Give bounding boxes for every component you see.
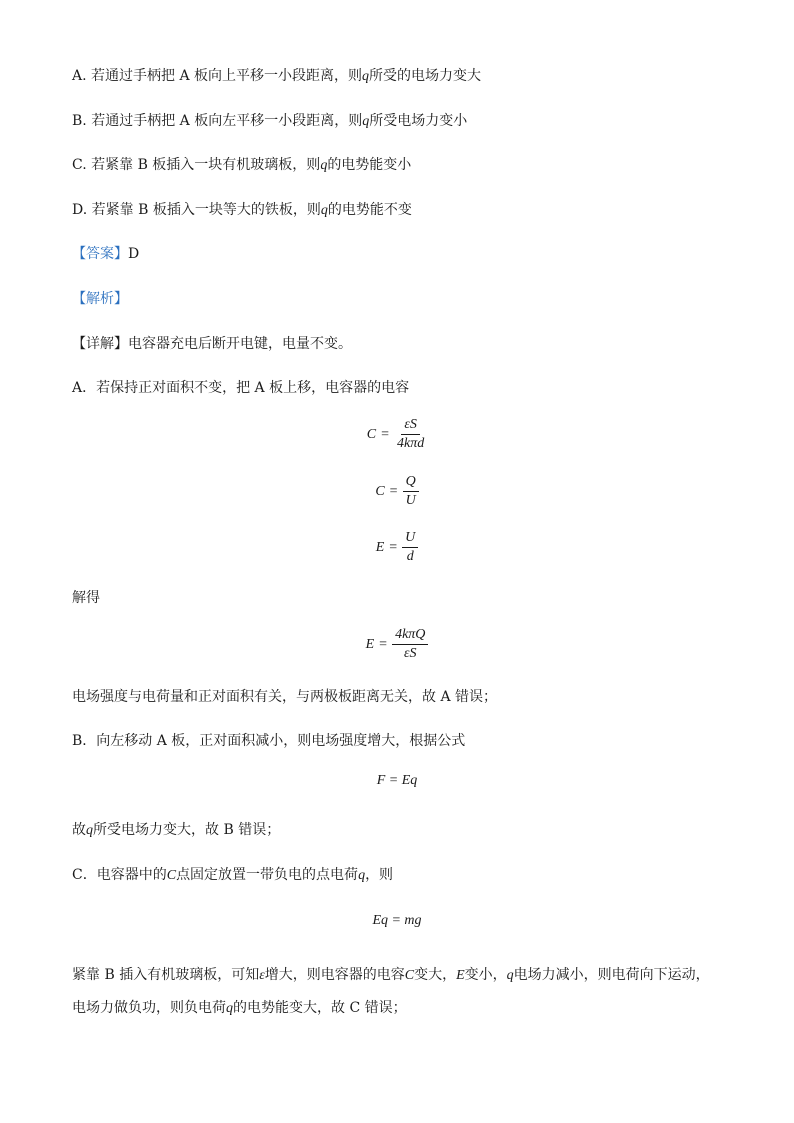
step-b-text: B．向左移动 A 板，正对面积减小，则电场强度增大，根据公式 (72, 733, 466, 749)
step-a-text: A．若保持正对面积不变，把 A 板上移，电容器的电容 (72, 380, 410, 396)
answer-tag: 【答案】 (72, 246, 128, 262)
conclusion-c-line2: 电场力做负功，则负电荷q的电势能变大，故 C 错误； (72, 1000, 407, 1016)
answer-line (72, 244, 139, 264)
formula-eq-mg: Eq = mg (372, 913, 422, 928)
analysis-tag: 【解析】 (72, 291, 128, 307)
formula-f-eq: F = Eq (376, 773, 418, 788)
step-c-text: C．电容器中的C点固定放置一带负电的点电荷q，则 (72, 867, 394, 883)
analysis-line (72, 289, 128, 309)
conclusion-c-line1: 紧靠 B 插入有机玻璃板，可知ε增大，则电容器的电容C变大，E变小，q电场力减小，则电荷向下运动， (72, 967, 710, 983)
option-d: D. 若紧靠 B 板插入一块等大的铁板，则q的电势能不变 (72, 202, 412, 218)
formula-e-u-d: E = $\frac{U}{d}$ (0, 530, 794, 565)
answer-value: D (128, 246, 140, 262)
jiede-text: 解得 (72, 590, 100, 606)
formula-c-q-u: C = $\frac{Q}{U}$ (0, 474, 794, 509)
option-c: C. 若紧靠 B 板插入一块有机玻璃板，则q的电势能变小 (72, 157, 412, 173)
formula-capacitance: C = $\frac{\varepsilon S}{\text{4kπd}}$ (366, 417, 425, 451)
conclusion-a: 电场强度与电荷量和正对面积有关，与两极板距离无关，故 A 错误； (72, 689, 498, 705)
formula-e-result: E = $\frac{\text{4kπQ}}{\varepsilon S}$ (0, 627, 794, 662)
option-b: B. 若通过手柄把 A 板向左平移一小段距离，则q所受电场力变小 (72, 113, 468, 129)
detail-line: 【详解】电容器充电后断开电键，电量不变。 (72, 336, 352, 352)
conclusion-b: 故q所受电场力变大，故 B 错误； (72, 822, 281, 838)
option-a: A. 若通过手柄把 A 板向上平移一小段距离，则q所受的电场力变大 (72, 68, 482, 84)
detail-tag: 【详解】 (72, 336, 128, 352)
